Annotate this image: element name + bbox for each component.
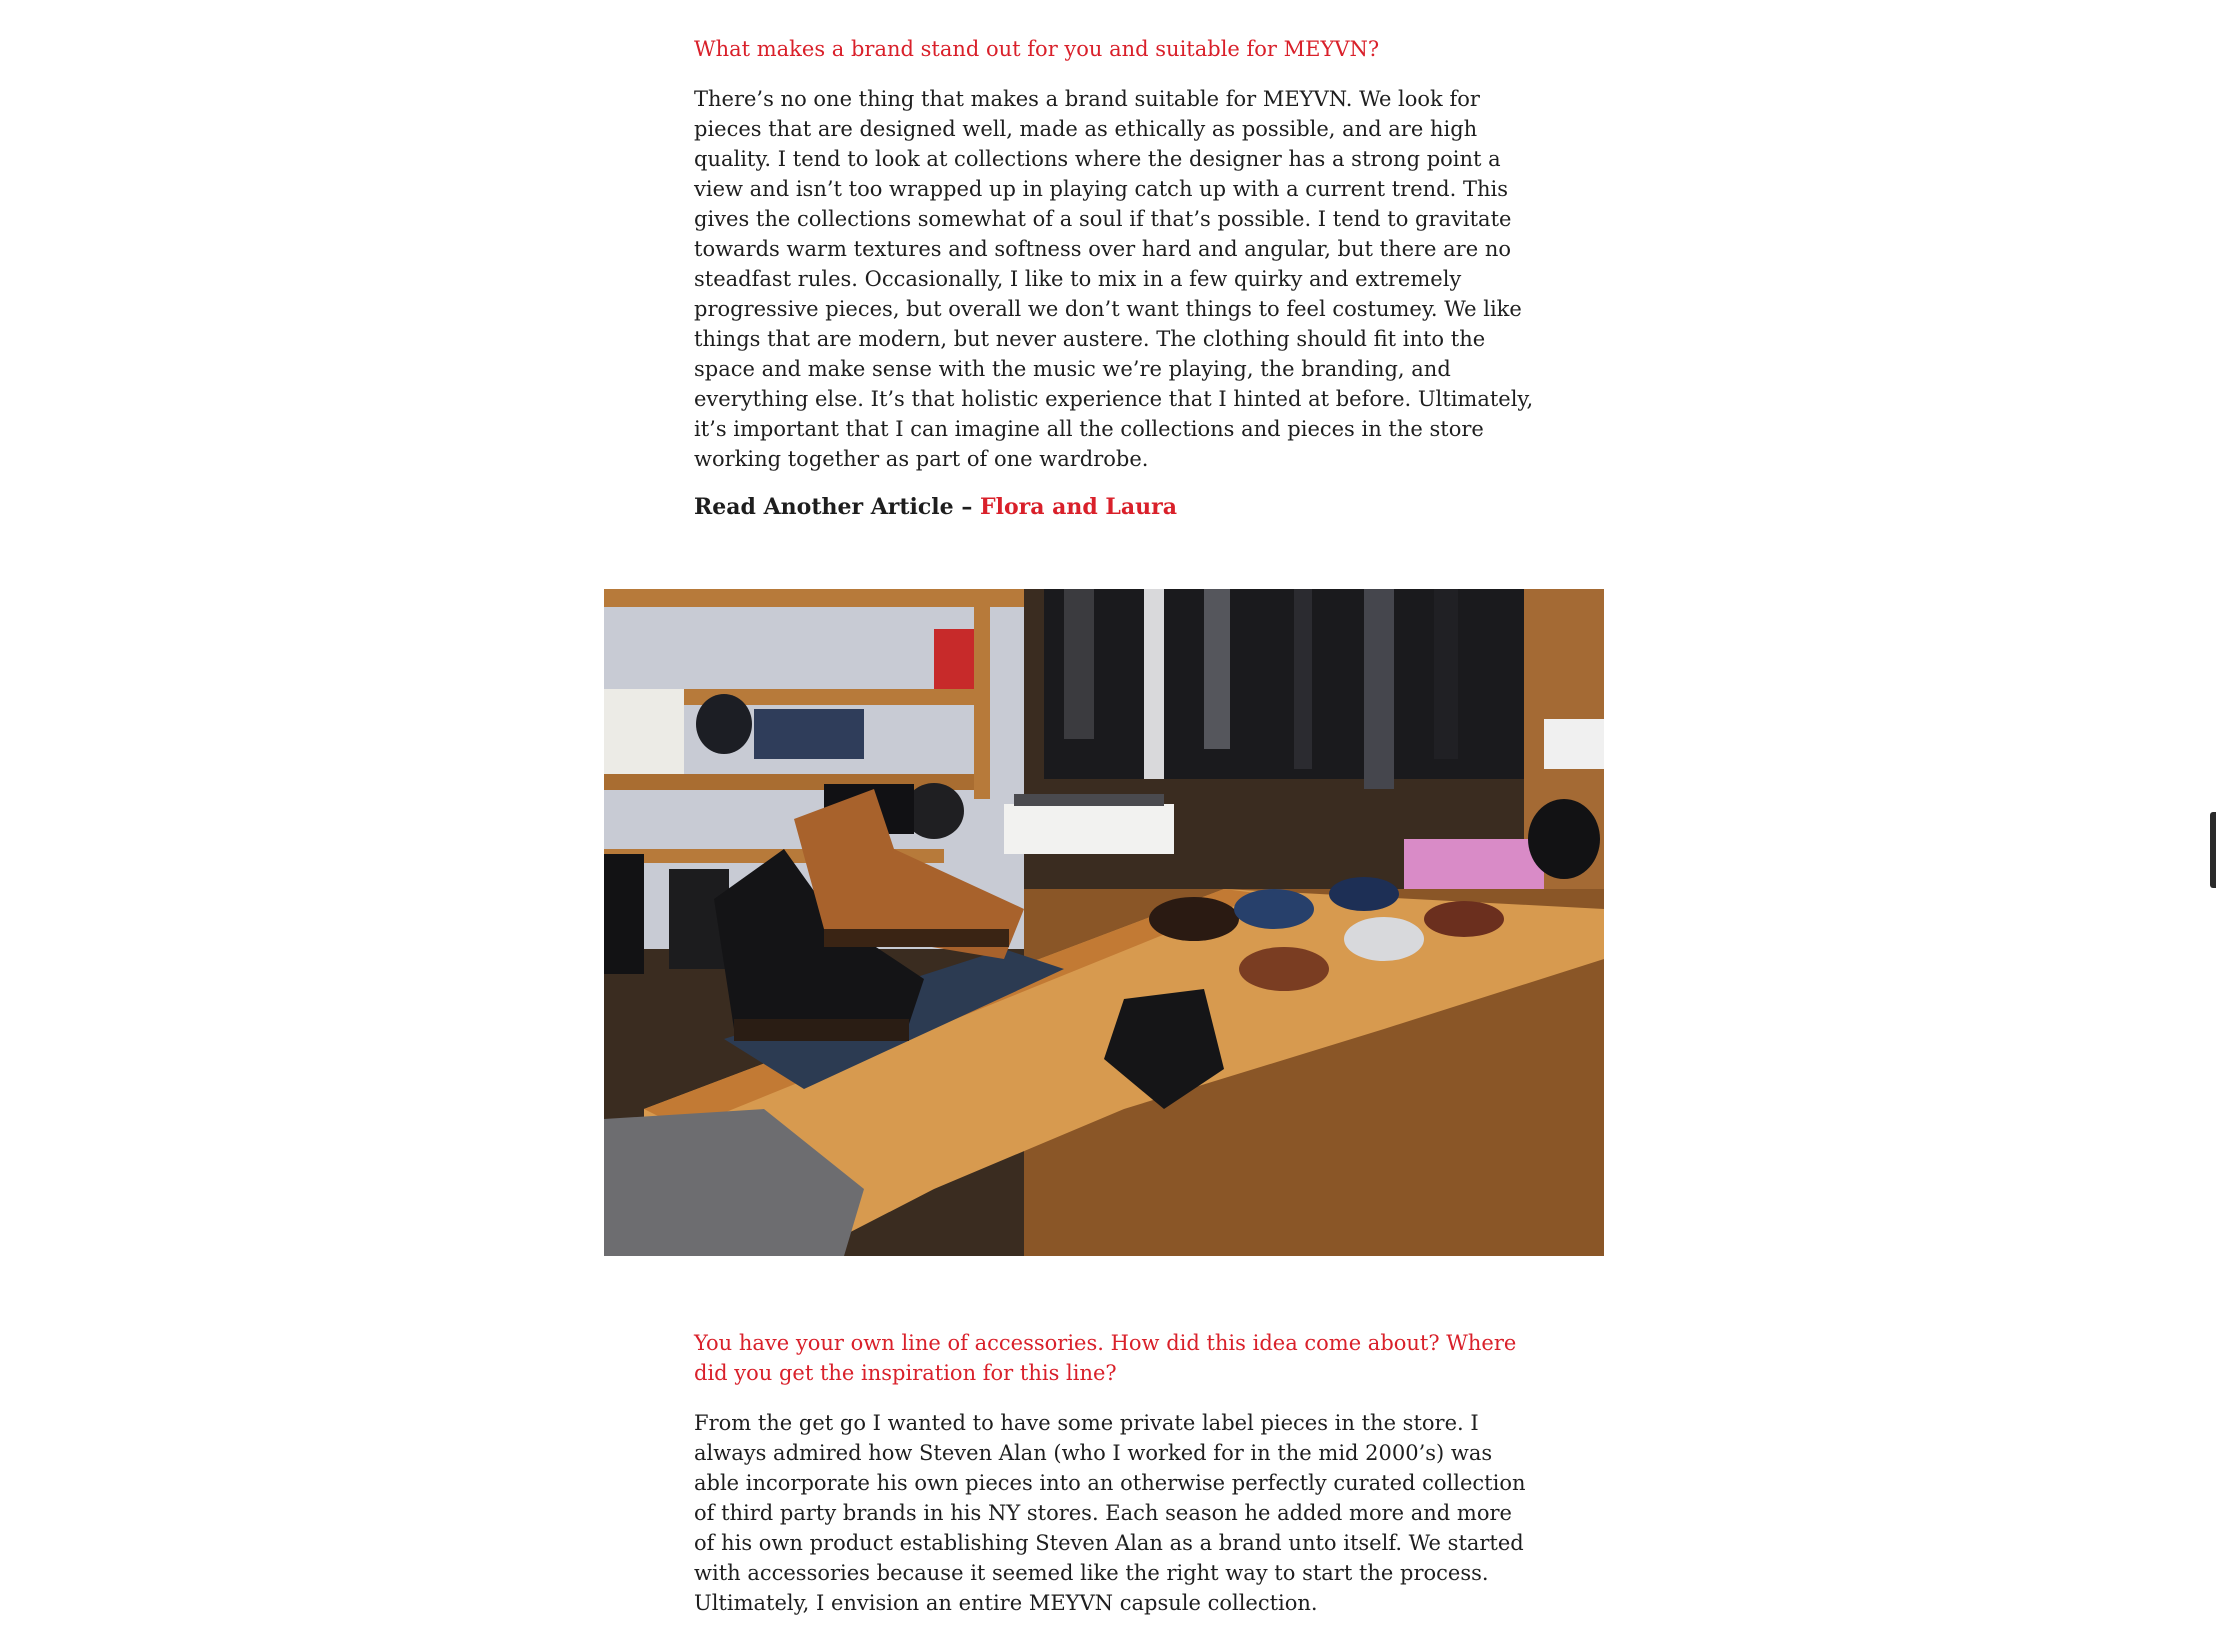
question-heading: You have your own line of accessories. How did this idea come about? Where did you get the inspiration for this line?	[694, 1331, 1517, 1385]
related-article-link[interactable]: Flora and Laura	[979, 494, 1177, 520]
article-section-2	[694, 1328, 1534, 1618]
answer-paragraph: There’s no one thing that makes a brand suitable for MEYVN. We look for pieces that are designed well, made as ethically as possible, and are high quality. I tend to look at collections where the designer has a strong point a view and isn’t too wrapped up in playing catch up with a current trend. This gives the collections somewhat of a soul if that’s possible. I tend to gravitate towards warm textures and softness over hard and angular, but there are no steadfast rules. Occasionally, I like to mix in a few quirky and extremely progressive pieces, but overall we don’t want things to feel costumey. We like things that are modern, but never austere. The clothing should fit into the space and make sense with the music we’re playing, the branding, and everything else. It’s that holistic experience that I hinted at before. Ultimately, it’s important that I can imagine all the collections and pieces in the store working together as part of one wardrobe.	[694, 87, 1534, 471]
answer-paragraph: From the get go I wanted to have some private label pieces in the store. I always admired how Steven Alan (who I worked for in the mid 2000’s) was able incorporate his own pieces into an otherwise perfectly curated collection of third party brands in his NY stores. Each season he added more and more of his own product establishing Steven Alan as a brand unto itself. We started with accessories because it seemed like the right way to start the process. Ultimately, I envision an entire MEYVN capsule collection.	[694, 1411, 1526, 1615]
read-another-article	[694, 492, 1534, 522]
scrollbar-thumb[interactable]	[2210, 812, 2216, 888]
article-section-1	[694, 34, 1534, 522]
question-heading: What makes a brand stand out for you and suitable for MEYVN?	[694, 37, 1380, 61]
read-another-label: Read Another Article	[694, 494, 954, 520]
read-another-separator: –	[953, 494, 980, 520]
store-interior-photo	[604, 589, 1604, 1256]
